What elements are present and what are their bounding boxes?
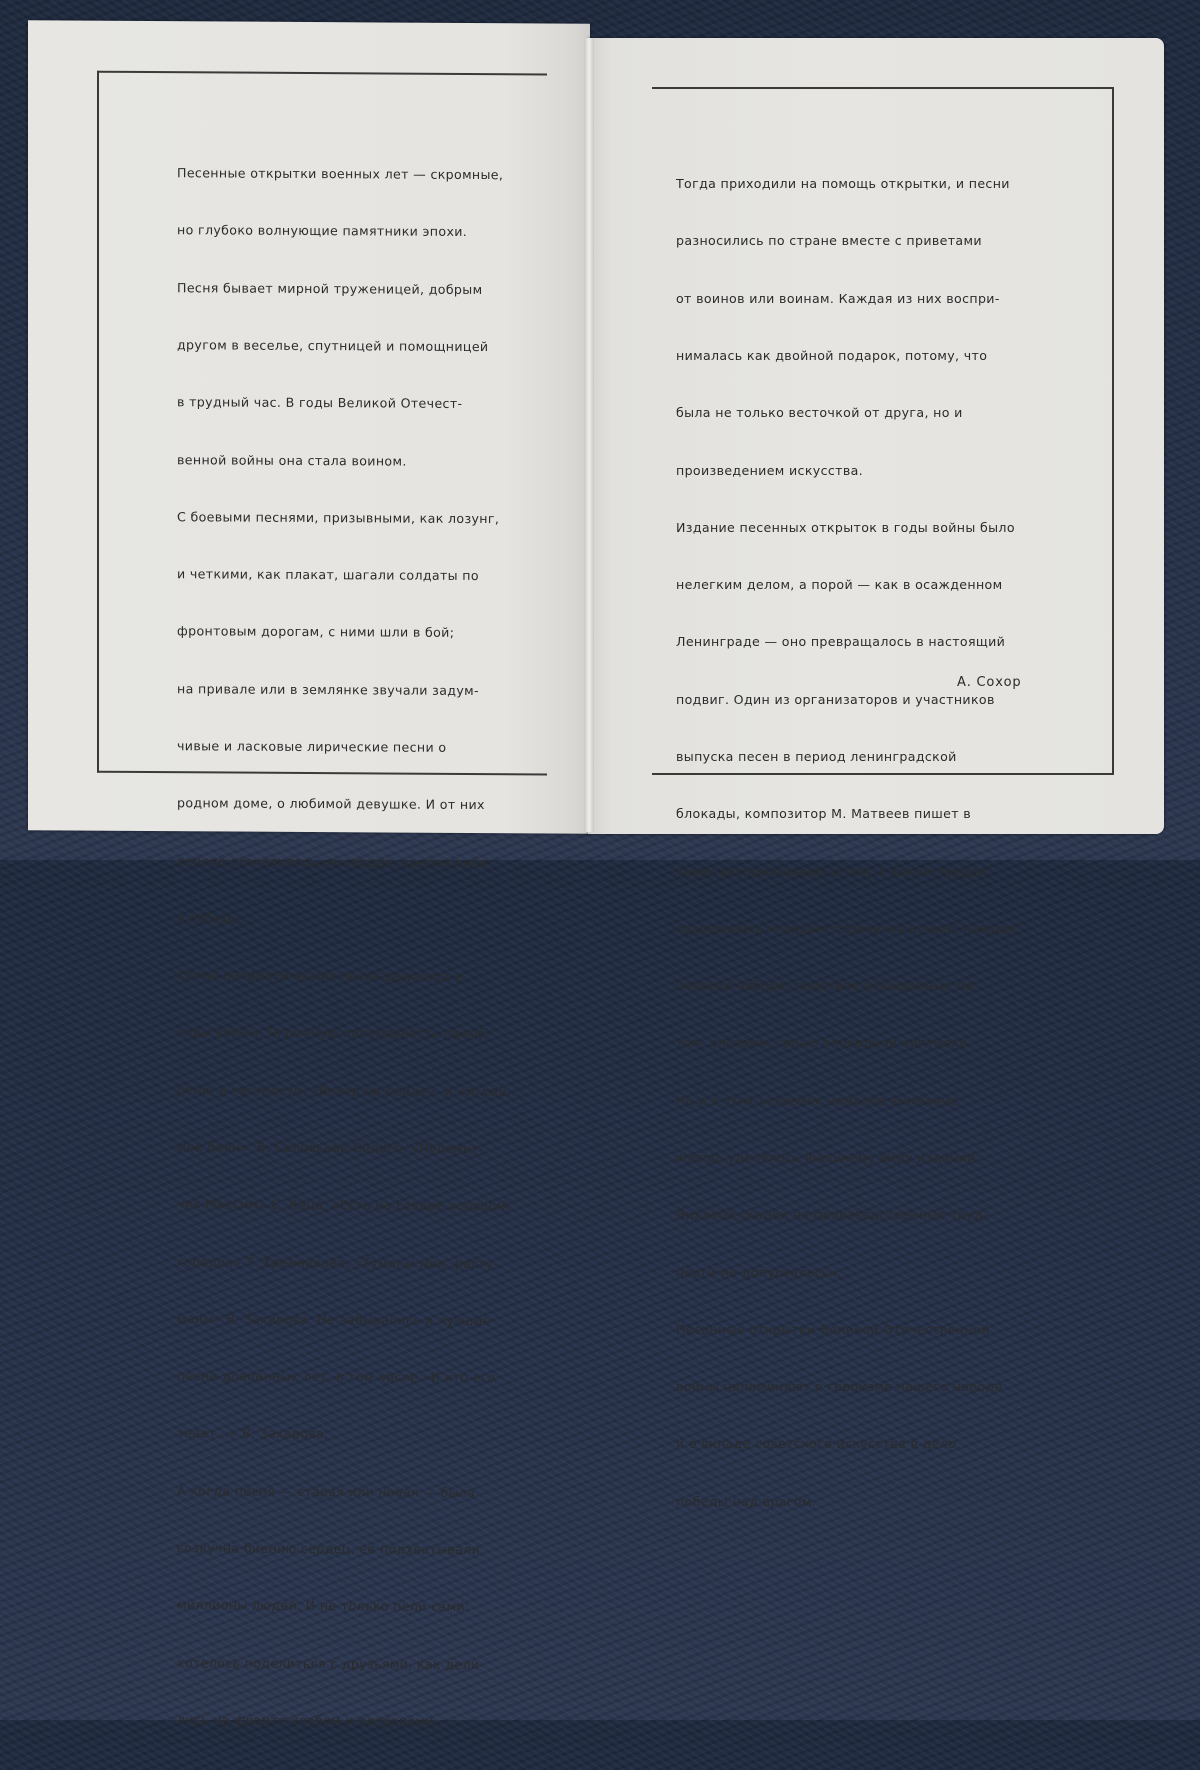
spine-gutter <box>584 38 594 832</box>
text-line: рели, в частности, «Вечер на рейде» и «Играй, <box>177 1081 512 1099</box>
text-line: родном доме, о любимой девушке. И от них <box>177 795 485 813</box>
text-line: Ленинграде — оно превращалось в настоящий <box>676 634 1006 650</box>
text-line: венной войны она стала воином. <box>177 451 407 469</box>
text-line: знает...» В. Захарова. <box>177 1425 329 1442</box>
text-line: в трудный час. В годы Великой Отечест- <box>177 394 463 412</box>
text-line: другом в веселье, спутницей и помощницей <box>177 337 489 355</box>
text-line: хотелось поделиться с друзьями, как дели- <box>177 1654 485 1672</box>
author-signature: А. Сохор <box>957 675 1022 690</box>
text-line: маны» В. Захарова. Не забывались и лучшие <box>177 1311 491 1328</box>
text-line: городок» Т. Хренникова, «Туманы мои, расту- <box>177 1253 499 1271</box>
text-line: С боевыми песнями, призывными, как лозунг, <box>177 509 500 527</box>
text-line: от воинов или воинам. Каждая из них воспри- <box>676 290 1000 306</box>
text-line: лись на фронте хлебом и патронами. <box>177 1711 439 1729</box>
text-line: блокады, композитор М. Матвеев пишет в <box>676 806 972 822</box>
text-line: Издание песенных открыток в годы войны было <box>676 519 1015 535</box>
text-line: Песня бывает мирной труженицей, добрым <box>177 279 483 297</box>
left-page-text <box>177 125 511 1769</box>
text-line: разносились по стране вместе с приветами <box>676 233 982 249</box>
text-line: но глубоко волнующие памятники эпохи. <box>177 222 468 240</box>
text-line: Тогда приходили на помощь открытки, и песни <box>676 176 1010 192</box>
text-line: мой баян» В. Соловьева-Седого, «Пулемет- <box>177 1139 484 1157</box>
text-line: создавались «каждая страничка клише, каждая <box>676 920 1016 936</box>
text-line: созвучна биению сердец, ее подхватывали <box>177 1540 481 1557</box>
text-line: нелегким делом, а порой — как в осажденном <box>676 577 1003 593</box>
text-line: Никакой скидки на производственные труд- <box>676 1207 988 1223</box>
text-line: Сотни патриотических песен родились в <box>177 967 464 985</box>
text-line: Но и в этих условиях немалое внимание <box>676 1092 959 1108</box>
text-line: нималась как двойной подарок, потому, что <box>676 348 988 364</box>
right-page-text <box>676 136 1016 1549</box>
text-line: и четкими, как плакат, шагали солдаты по <box>177 566 479 584</box>
right-frame-top <box>652 87 1114 89</box>
text-line: теплее становилось на сердце, крепла вера <box>177 852 488 870</box>
text-line: чивые и ласковые лирические песни о <box>177 738 447 755</box>
right-page <box>588 38 1164 1509</box>
text-line: в победу. <box>177 910 244 926</box>
text-line: и о вкладе советского искусства в дело <box>676 1436 957 1452</box>
left-page <box>28 20 590 1729</box>
text-line: победы над врагом. <box>676 1493 817 1509</box>
text-line: выпуска песен в период ленинградской <box>676 749 957 764</box>
text-line: чик Максим» С. Каца, «Есть на севере хороший <box>177 1196 510 1214</box>
text-line: войны напоминают о героизме нашего народа <box>676 1379 1003 1395</box>
text-line: песни довоенных лет, в том числе «И кто его <box>177 1368 496 1386</box>
text-line: Песенные открытки Великой Отечественной <box>676 1321 990 1337</box>
right-frame-right <box>1112 87 1114 775</box>
text-line: Песенные открытки военных лет — скромные, <box>177 165 504 183</box>
text-line: своих воспоминаниях о том, с каким трудом <box>676 863 988 879</box>
text-line: произведением искусства. <box>676 462 864 478</box>
left-frame-top <box>97 71 547 75</box>
text-line: была не только весточкой от друга, но и <box>676 405 963 421</box>
text-line: миллионы людей. И не только пели сами: <box>177 1597 470 1615</box>
text-line: полоска набора, поистине уснащенные по- <box>676 978 978 994</box>
text-line: том, слезами, гарью блокадной коптилки... <box>676 1035 981 1051</box>
text-line: годы войны. Огромную популярность приоб- <box>177 1024 491 1042</box>
text-line: подвиг. Один из организаторов и участников <box>676 691 995 707</box>
text-line: ности не допускалось». <box>676 1264 843 1280</box>
text-line: на привале или в землянке звучали задум- <box>177 680 479 698</box>
text-line: А когда песня — старая или новая — была <box>177 1482 476 1500</box>
left-frame-left <box>97 71 99 773</box>
text-line: фронтовым дорогам, с ними шли в бой; <box>177 623 455 641</box>
text-line: всегда уделялось внешнему виду изданий. <box>676 1149 980 1165</box>
